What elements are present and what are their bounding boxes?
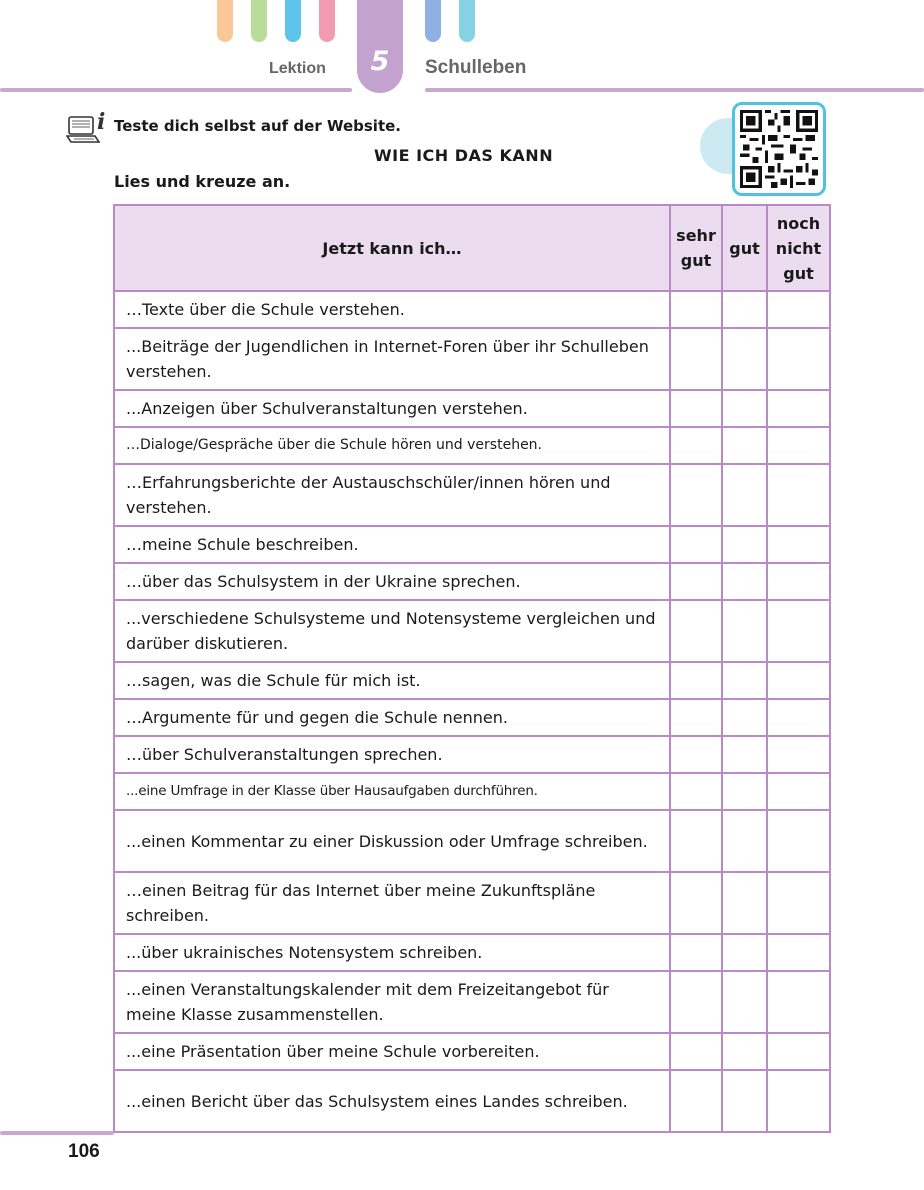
checkbox-sehr-gut[interactable] [670, 600, 722, 662]
table-row [114, 1033, 830, 1070]
header-sehr-gut-line-1: sehr [676, 226, 716, 245]
table-row [114, 464, 830, 526]
row-statement: …über das Schulsystem in der Ukraine sprechen. [114, 563, 670, 600]
self-assessment-table [113, 204, 831, 1133]
qr-code-icon [740, 110, 818, 188]
checkbox-gut[interactable] [722, 526, 767, 563]
header-gut: gut [722, 205, 767, 291]
checkbox-sehr-gut[interactable] [670, 872, 722, 934]
row-statement: …Dialoge/Gespräche über die Schule hören und verstehen. [114, 427, 670, 464]
row-statement: …über Schulveranstaltungen sprechen. [114, 736, 670, 773]
checkbox-gut[interactable] [722, 390, 767, 427]
header-tab-pink [319, 0, 335, 42]
checkbox-sehr-gut[interactable] [670, 390, 722, 427]
checkbox-gut[interactable] [722, 699, 767, 736]
table-row [114, 934, 830, 971]
qr-code-frame[interactable] [732, 102, 826, 196]
table-row [114, 736, 830, 773]
table-row [114, 600, 830, 662]
checkbox-gut[interactable] [722, 773, 767, 810]
checkbox-noch-nicht-gut[interactable] [767, 699, 830, 736]
checkbox-sehr-gut[interactable] [670, 934, 722, 971]
checkbox-sehr-gut[interactable] [670, 1070, 722, 1132]
checkbox-sehr-gut[interactable] [670, 427, 722, 464]
table-row [114, 563, 830, 600]
row-statement: ...einen Veranstaltungskalender mit dem Freizeitangebot für meine Klasse zusammenstellen. [114, 971, 670, 1033]
table-row [114, 526, 830, 563]
chapter-title: Schulleben [425, 57, 527, 78]
table-row [114, 427, 830, 464]
svg-text:i: i [97, 109, 106, 135]
checkbox-noch-nicht-gut[interactable] [767, 464, 830, 526]
checkbox-gut[interactable] [722, 600, 767, 662]
checkbox-gut[interactable] [722, 872, 767, 934]
checkbox-gut[interactable] [722, 1033, 767, 1070]
checkbox-noch-nicht-gut[interactable] [767, 971, 830, 1033]
lektion-label: Lektion [269, 60, 326, 77]
checkbox-gut[interactable] [722, 736, 767, 773]
header-noch-nicht-gut-line-3: gut [783, 263, 814, 283]
header-tab-periwinkle [425, 0, 441, 42]
checkbox-noch-nicht-gut[interactable] [767, 291, 830, 328]
row-statement: …Texte über die Schule verstehen. [114, 291, 670, 328]
checkbox-gut[interactable] [722, 1070, 767, 1132]
table-row [114, 699, 830, 736]
checkbox-sehr-gut[interactable] [670, 699, 722, 736]
lesson-number: 5 [370, 46, 390, 77]
checkbox-sehr-gut[interactable] [670, 662, 722, 699]
section-title: WIE ICH DAS KANN [374, 146, 554, 165]
laptop-info-icon [66, 108, 110, 148]
checkbox-gut[interactable] [722, 563, 767, 600]
header-noch-nicht-gut-line-1: noch [776, 213, 821, 233]
checkbox-gut[interactable] [722, 328, 767, 390]
header-tab-green [251, 0, 267, 42]
checkbox-noch-nicht-gut[interactable] [767, 773, 830, 810]
checkbox-sehr-gut[interactable] [670, 526, 722, 563]
header-tab-orange [217, 0, 233, 42]
header-noch-nicht-gut [767, 205, 830, 291]
row-statement: ...Anzeigen über Schulveranstaltungen verstehen. [114, 390, 670, 427]
header-statement: Jetzt kann ich… [114, 205, 670, 291]
checkbox-noch-nicht-gut[interactable] [767, 390, 830, 427]
row-statement: ...einen Bericht über das Schulsystem eines Landes schreiben. [114, 1070, 670, 1132]
checkbox-gut[interactable] [722, 464, 767, 526]
row-statement: …meine Schule beschreiben. [114, 526, 670, 563]
row-statement: ...Beiträge der Jugendlichen in Internet-Foren über ihr Schulleben verstehen. [114, 328, 670, 390]
checkbox-sehr-gut[interactable] [670, 1033, 722, 1070]
checkbox-noch-nicht-gut[interactable] [767, 600, 830, 662]
checkbox-noch-nicht-gut[interactable] [767, 328, 830, 390]
header-rule-left [0, 88, 352, 92]
header-rule-right [425, 88, 924, 92]
row-statement: ...eine Umfrage in der Klasse über Hausaufgaben durchführen. [114, 773, 670, 810]
checkbox-noch-nicht-gut[interactable] [767, 427, 830, 464]
page-number: 106 [68, 1141, 100, 1162]
header-tab-blue [285, 0, 301, 42]
table-row [114, 1070, 830, 1132]
table-row [114, 810, 830, 872]
row-statement: …einen Beitrag für das Internet über meine Zukunftspläne schreiben. [114, 872, 670, 934]
checkbox-sehr-gut[interactable] [670, 736, 722, 773]
table-row [114, 390, 830, 427]
checkbox-sehr-gut[interactable] [670, 563, 722, 600]
checkbox-noch-nicht-gut[interactable] [767, 662, 830, 699]
row-statement: …Erfahrungsberichte der Austauschschüler/innen hören und verstehen. [114, 464, 670, 526]
row-statement: ...einen Kommentar zu einer Diskussion oder Umfrage schreiben. [114, 810, 670, 872]
checkbox-noch-nicht-gut[interactable] [767, 934, 830, 971]
checkbox-gut[interactable] [722, 810, 767, 872]
checkbox-gut[interactable] [722, 291, 767, 328]
checkbox-noch-nicht-gut[interactable] [767, 872, 830, 934]
table-row [114, 662, 830, 699]
checkbox-sehr-gut[interactable] [670, 810, 722, 872]
row-statement: ...verschiedene Schulsysteme und Notensysteme vergleichen und darüber diskutieren. [114, 600, 670, 662]
instruction: Lies und kreuze an. [114, 172, 291, 191]
checkbox-sehr-gut[interactable] [670, 971, 722, 1033]
checkbox-noch-nicht-gut[interactable] [767, 1070, 830, 1132]
table-row [114, 872, 830, 934]
row-statement: …sagen, was die Schule für mich ist. [114, 662, 670, 699]
checkbox-gut[interactable] [722, 971, 767, 1033]
checkbox-gut[interactable] [722, 427, 767, 464]
footer-rule [0, 1131, 114, 1135]
row-statement: ...über ukrainisches Notensystem schreiben. [114, 934, 670, 971]
checkbox-noch-nicht-gut[interactable] [767, 810, 830, 872]
row-statement: ...eine Präsentation über meine Schule vorbereiten. [114, 1033, 670, 1070]
checkbox-gut[interactable] [722, 662, 767, 699]
checkbox-sehr-gut[interactable] [670, 464, 722, 526]
checkbox-noch-nicht-gut[interactable] [767, 563, 830, 600]
table-row [114, 291, 830, 328]
checkbox-noch-nicht-gut[interactable] [767, 526, 830, 563]
checkbox-noch-nicht-gut[interactable] [767, 736, 830, 773]
checkbox-sehr-gut[interactable] [670, 291, 722, 328]
checkbox-sehr-gut[interactable] [670, 328, 722, 390]
header-noch-nicht-gut-line-2: nicht [775, 238, 822, 258]
header-tab-cyan [459, 0, 475, 42]
checkbox-sehr-gut[interactable] [670, 773, 722, 810]
table-row [114, 971, 830, 1033]
header-sehr-gut [670, 205, 722, 291]
table-row [114, 328, 830, 390]
table-header-row [114, 205, 830, 291]
checkbox-noch-nicht-gut[interactable] [767, 1033, 830, 1070]
table-row [114, 773, 830, 810]
header-sehr-gut-line-2: gut [680, 251, 712, 270]
row-statement: …Argumente für und gegen die Schule nennen. [114, 699, 670, 736]
checkbox-gut[interactable] [722, 934, 767, 971]
website-note: Teste dich selbst auf der Website. [114, 117, 401, 135]
